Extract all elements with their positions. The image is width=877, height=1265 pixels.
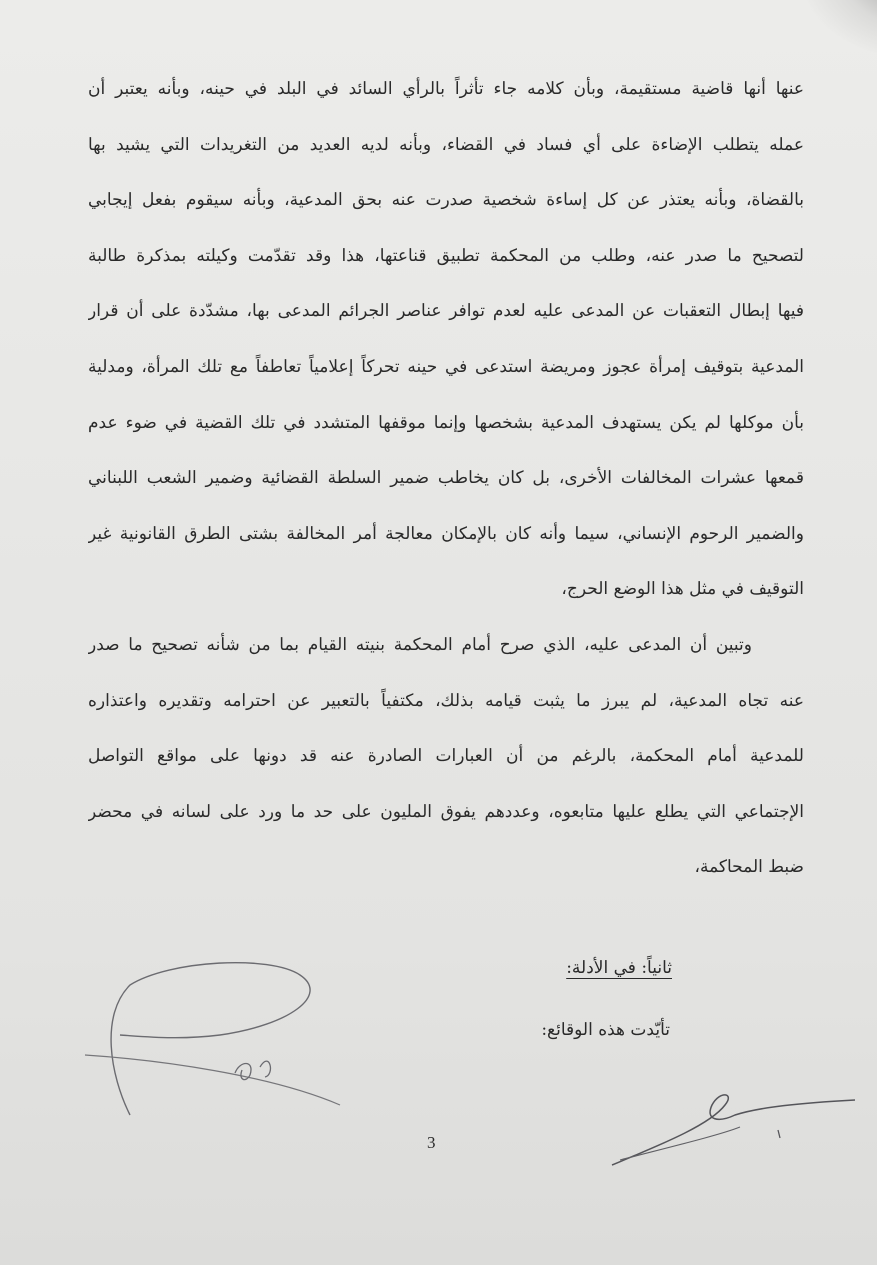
- text-line: المدعية بتوقيف إمرأة عجوز ومريضة استدعى في حينه تحركاً إعلامياً تعاطفاً مع تلك المرأة، ومدلية: [88, 356, 804, 377]
- paragraph-2: [88, 618, 804, 896]
- text-line: فيها إبطال التعقبات عن المدعى عليه لعدم توافر عناصر الجرائم المدعى بها، مشدّدة على أن قرار: [88, 301, 804, 322]
- text-line: والضمير الرحوم الإنساني، سيما وأنه كان بالإمكان معالجة أمر المخالفة بشتى الطرق القانونية غير: [88, 523, 804, 544]
- text-line: عنها أنها قاضية مستقيمة، وبأن كلامه جاء تأثراً بالرأي السائد في البلد في حينه، وبأنه يعتبر أن: [88, 79, 804, 99]
- text-line: قمعها عشرات المخالفات الأخرى، بل كان يخاطب ضمير السلطة القضائية وضمير الشعب اللبناني: [88, 468, 804, 489]
- section-heading: ثانياً: في الأدلة:: [566, 958, 672, 978]
- body-text: [88, 62, 804, 896]
- text-line: التوقيف في مثل هذا الوضع الحرج،: [561, 579, 804, 600]
- text-line: ضبط المحاكمة،: [694, 857, 804, 878]
- page-corner-shadow: [797, 0, 877, 60]
- text-line: بالقضاة، وبأنه يعتذر عن كل إساءة شخصية صدرت عنه بحق المدعية، وبأنه سيقوم بفعل إيجابي: [88, 190, 804, 211]
- text-line: عمله يتطلب الإضاءة على أي فساد في القضاء، وبأنه لديه العديد من التغريدات التي يشيد بها: [88, 134, 804, 155]
- signature-left: [70, 955, 370, 1130]
- page-number: 3: [427, 1133, 436, 1152]
- section-intro: تأيّدت هذه الوقائع:: [541, 1020, 670, 1040]
- text-line: بأن موكلها لم يكن يستهدف المدعية بشخصها وإنما موقفها المتشدد في تلك القضية في ضوء عدم: [88, 412, 804, 433]
- text-line: وتبين أن المدعى عليه، الذي صرح أمام المحكمة بنيته القيام بما من شأنه تصحيح ما صدر: [88, 634, 752, 655]
- paragraph-1: [88, 62, 804, 618]
- text-line: عنه تجاه المدعية، لم يبرز ما يثبت قيامه بذلك، مكتفياً بالتعبير عن احترامه وتقديره واعتذاره: [88, 690, 804, 711]
- text-line: للمدعية أمام المحكمة، بالرغم من أن العبارات الصادرة عنه قد دونها على مواقع التواصل: [88, 746, 804, 767]
- signature-right: [600, 1085, 870, 1175]
- text-line: الإجتماعي التي يطلع عليها متابعوه، وعددهم يفوق المليون على حد ما ورد على لسانه في محضر: [88, 801, 804, 822]
- text-line: لتصحيح ما صدر عنه، وطلب من المحكمة تطبيق قناعتها، هذا وقد تقدّمت وكيلته بمذكرة طالبة: [88, 245, 804, 266]
